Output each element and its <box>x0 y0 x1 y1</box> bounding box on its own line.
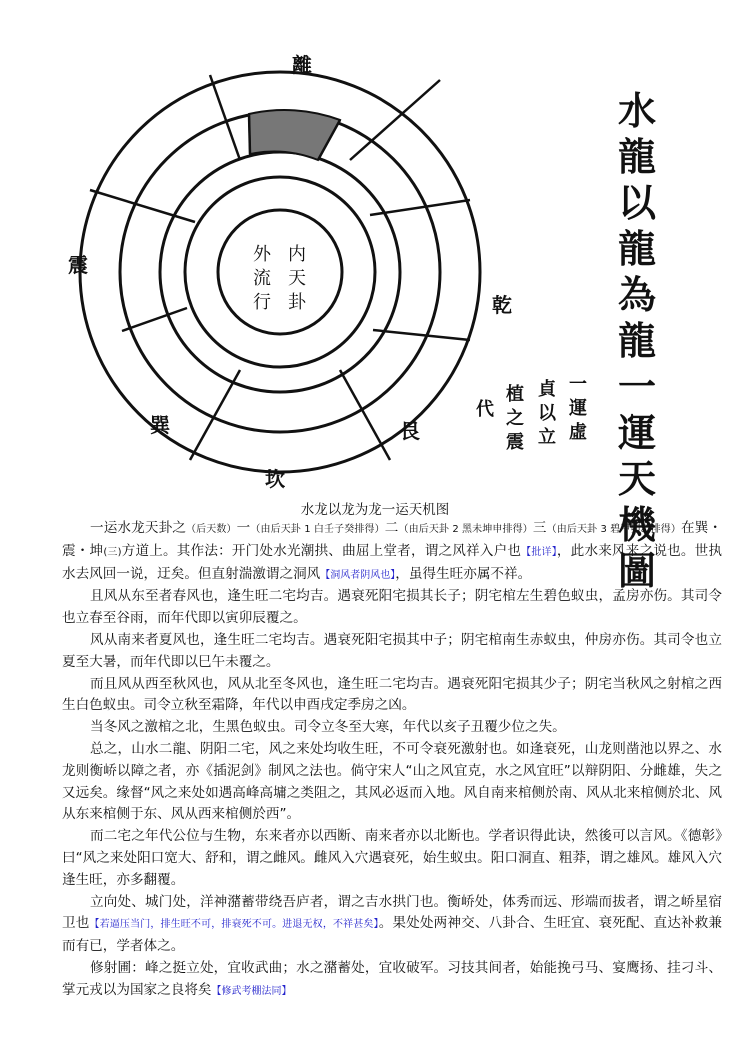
inner-label: 行 <box>253 292 271 313</box>
paragraph <box>62 892 722 958</box>
text-run: ，虽得生旺亦属不祥。 <box>395 565 532 582</box>
paragraph <box>62 630 722 674</box>
note-col-2: 貞以立 <box>538 379 556 448</box>
text-run: 在巽・震・坤 <box>62 520 723 559</box>
ring-3 <box>160 152 400 392</box>
text-run: 一运水龙天卦之 <box>90 520 186 536</box>
text-run: 立向处、城门处，洋神潴蓄带绕吾庐者，谓之吉水拱门也。衡峤处，体秀而远、形端而拔者，谓之峤星宿卫也 <box>62 893 722 932</box>
text-run: 风从南来者夏风也，逢生旺二宅均吉。遇衰死阳宅损其中子；阴宅棺南生赤蚁虫，仲房亦伤。其司令也立夏至大暑，而年代即以巳午未覆之。 <box>62 631 722 670</box>
text-run: 当冬风之激棺之北，生黑色蚁虫。司令立冬至大寒，年代以亥子丑覆少位之失。 <box>90 719 566 736</box>
annotation-note: 【洞风者阴风也】 <box>320 569 396 581</box>
title-char: 機 <box>617 502 656 547</box>
paragraph <box>62 518 722 586</box>
title-char: 龍 <box>617 318 656 363</box>
annotation-note: 【若逼压当门，排生旺不可，排衰死不可。进退无权，不祥甚矣】 <box>89 919 379 931</box>
inner-label: 卦 <box>288 292 306 313</box>
label-kan: 坎 <box>265 467 285 490</box>
shaded-sector <box>249 110 340 160</box>
title-char: 圖 <box>617 548 656 593</box>
ring-2 <box>120 112 440 432</box>
figure-caption: 水龙以龙为龙一运天机图 <box>300 502 450 518</box>
label-zhen: 震 <box>68 253 88 277</box>
body-text <box>62 518 722 1003</box>
title-char: 龍 <box>617 226 656 271</box>
diagram-wheel <box>50 40 610 490</box>
paragraph <box>62 958 722 1003</box>
paragraph <box>62 586 722 630</box>
inner-circle <box>218 210 342 334</box>
label-gen: 艮 <box>400 419 420 443</box>
note-col-1: 一運虛 <box>569 374 587 443</box>
title-char: 以 <box>617 180 656 225</box>
text-run: 二 <box>384 520 399 536</box>
text-run: （由后天卦 2 黑未坤申排得） <box>398 524 533 535</box>
text-run: 且风从东至者春风也，逢生旺二宅均吉。遇衰死阳宅损其长子；阴宅棺左生碧色蚁虫，孟房亦伤。其司令也立春至谷雨，而年代即以寅卯辰覆之。 <box>62 588 722 627</box>
label-qian: 乾 <box>492 293 512 317</box>
title-char: 水 <box>617 88 656 133</box>
title-char: 龍 <box>617 134 656 179</box>
text-run: （由后天卦 3 碧甲卯乙排得） <box>546 524 681 535</box>
ring-4 <box>185 177 375 367</box>
inner-label: 内 <box>288 244 306 265</box>
text-run: （后天数） <box>186 524 237 535</box>
title-char: 為 <box>617 272 656 317</box>
inner-label: 流 <box>253 268 271 289</box>
paragraph <box>62 674 722 718</box>
annotation-note: 【修武考棚法同】 <box>211 985 292 997</box>
text-run: 总之，山水二龍、阴阳二宅，风之来处均收生旺，不可令衰死激射也。如逢衰死，山龙则凿池以界之、水龙则衡峤以障之者，亦《插泥剑》制风之法也。倘守宋人“山之风宜克，水之风宜旺”以辩阴阳、分雌雄，失之又远矣。缘督“风之来处如遇高峰高墉之类阻之，其风必返而入地。风自南来棺侧於南、风从北来棺侧於北、风从东来棺侧于东、风从西来棺侧於西”。 <box>62 740 722 823</box>
annotation-note: 【批详】 <box>521 546 557 558</box>
text-run: 。果处处两神交、八卦合、生旺宜、衰死配、直达补救兼而有已，学者体之。 <box>62 915 723 955</box>
text-run: 而且风从西至秋风也，风从北至冬风也，逢生旺二宅均吉。遇衰死阳宅损其少子；阴宅当秋风之射棺之西生白色蚁虫。司令立秋至霜降，年代以申酉戌定季房之凶。 <box>62 675 722 714</box>
inner-label: 天 <box>288 268 306 289</box>
paragraph <box>62 826 722 891</box>
label-li: 離 <box>292 53 312 77</box>
note-col-3: 植之震 <box>506 384 524 453</box>
title-char: 天 <box>617 456 656 501</box>
text-run: 三 <box>532 520 547 536</box>
text-run: (三) <box>103 546 122 558</box>
note-col-4: 代 <box>476 399 494 420</box>
inner-label: 外 <box>253 244 271 265</box>
text-run: ，此水来风来之说也。世执水去风回一说，迂矣。但直射湍激谓之洞风 <box>62 542 723 582</box>
label-xun: 巽 <box>150 413 170 437</box>
title-char: 運 <box>617 410 656 455</box>
paragraph <box>62 717 722 739</box>
text-run: 方道上。其作法：开门处水光潮拱、曲屈上堂者，谓之风祥入户也 <box>121 542 522 559</box>
paragraph <box>62 739 722 826</box>
text-run: 修射圃：峰之挺立处，宜收武曲；水之潴蓄处，宜收破军。习技其间者，始能挽弓马、宴鹰扬、挂刁斗、掌元戎以为国家之良将矣 <box>62 959 722 998</box>
text-run: 一 <box>236 520 251 536</box>
text-run: （由后天卦 1 白壬子癸排得） <box>250 524 385 535</box>
text-run: 而二宅之年代公位与生物，东来者亦以西断、南来者亦以北断也。学者识得此诀，然後可以言风。《德彰》曰“风之来处阳口宽大、舒和，谓之雌风。雌风入穴遇衰死，始生蚁虫。阳口洞直、粗莽，谓之雄风。雄风入穴逢生旺，亦多翻覆。 <box>62 828 722 888</box>
title-char: 一 <box>617 364 656 409</box>
